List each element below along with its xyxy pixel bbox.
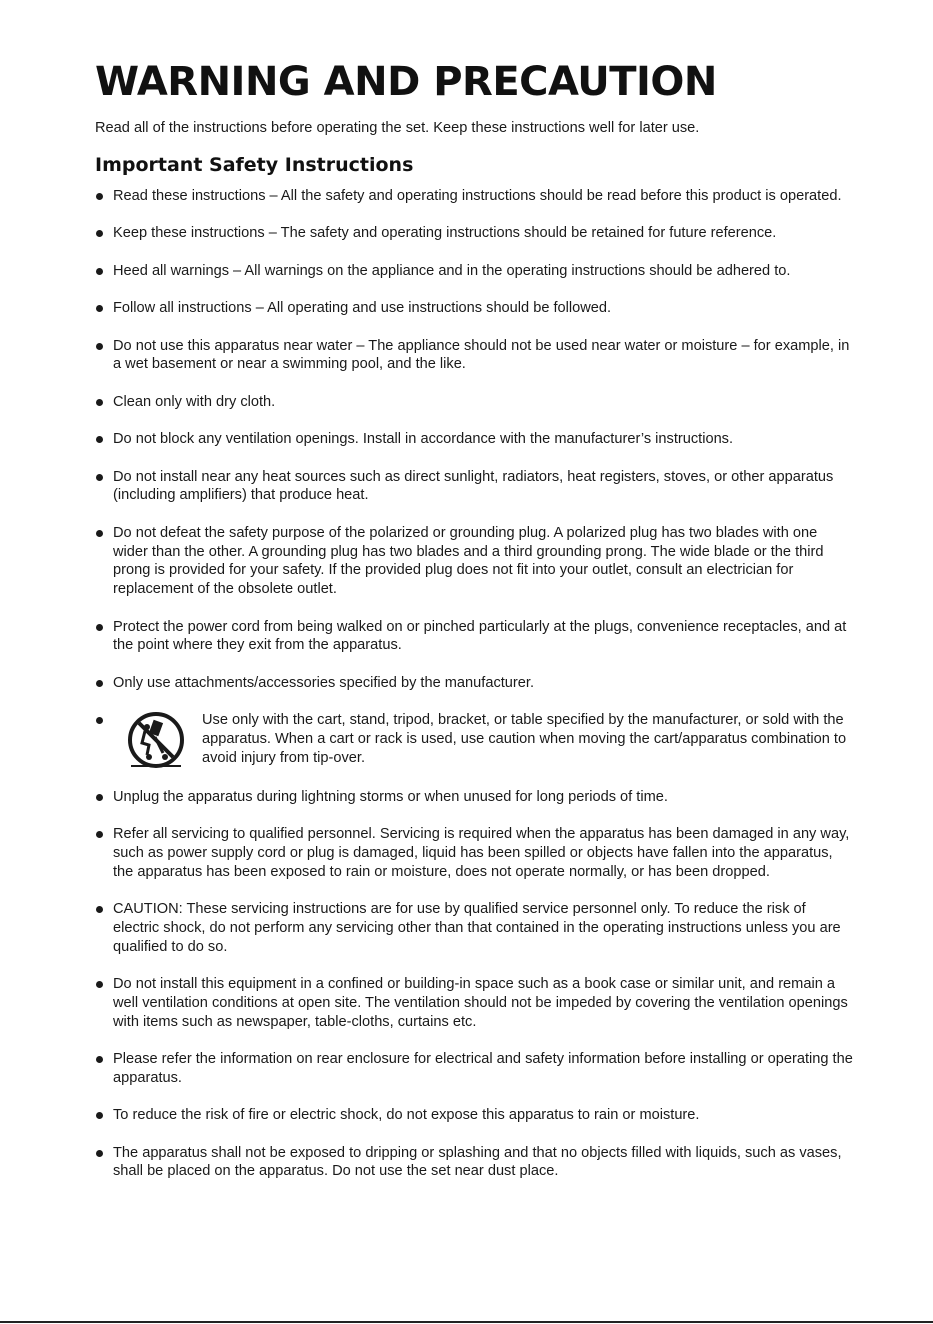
list-item [95,618,855,656]
cart-tipover-warning-icon [127,711,185,769]
bullet-icon [96,1150,103,1157]
list-item-text: Clean only with dry cloth. [113,393,276,410]
list-item-text: Heed all warnings – All warnings on the appliance and in the operating instructions should be adhered to. [113,262,791,279]
list-item [95,187,855,206]
intro-text: Read all of the instructions before operating the set. Keep these instructions well for later use. [95,120,700,136]
list-item [95,337,855,375]
list-item [95,825,855,881]
bullet-icon [96,268,103,275]
list-item [95,1050,855,1088]
page-title: WARNING AND PRECAUTION [95,59,717,105]
list-item-text: Unplug the apparatus during lightning storms or when unused for long periods of time. [113,788,668,805]
list-item-text: Only use attachments/accessories specified by the manufacturer. [113,674,534,691]
list-item-cart-warning [95,711,855,769]
list-item [95,524,855,599]
list-item-text: Do not install near any heat sources such as direct sunlight, radiators, heat registers, stoves, or other apparatus (including amplifiers) that produce heat. [113,468,834,504]
list-item-text: Do not install this equipment in a confined or building-in space such as a book case or similar unit, and remain a well ventilation conditions at open site. The ventilation should not be impeded by covering the ventilation openings with items such as newspaper, table-cloths, curtains etc. [113,976,848,1030]
section-title: Important Safety Instructions [95,154,414,176]
bullet-icon [96,474,103,481]
list-item-text: Follow all instructions – All operating and use instructions should be followed. [113,300,612,317]
list-item-text: Please refer the information on rear enclosure for electrical and safety information before installing or operating the apparatus. [113,1051,853,1086]
bullet-icon [96,831,103,838]
bullet-icon [96,399,103,406]
safety-instructions-list [95,187,855,1181]
list-item-text: The apparatus shall not be exposed to dripping or splashing and that no objects filled with liquids, such as vases, shall be placed on the apparatus. Do not use the set near dust place. [113,1144,842,1180]
bullet-icon [96,624,103,631]
list-item-text: Do not block any ventilation openings. Install in accordance with the manufacturer’s instructions. [113,431,734,448]
list-item-text: Refer all servicing to qualified personnel. Servicing is required when the apparatus has been damaged in any way, such as power supply cord or plug is damaged, liquid has been spilled or objects have fallen into the apparatus, the apparatus has been exposed to rain or moisture, does not operate normally, or has been dropped. [113,826,850,880]
document-page [95,58,855,1200]
list-item [95,788,855,807]
list-item-text: Read these instructions – All the safety and operating instructions should be read before this product is operated. [113,188,842,204]
bullet-icon [96,530,103,537]
bullet-icon [96,343,103,350]
bullet-icon [96,230,103,237]
list-item-text: Protect the power cord from being walked on or pinched particularly at the plugs, convenience receptacles, and at the point where they exit from the apparatus. [113,618,847,654]
bullet-icon [96,1112,103,1119]
list-item [95,468,855,506]
bullet-icon [96,680,103,687]
list-item [95,299,855,318]
list-item-text: Do not defeat the safety purpose of the polarized or grounding plug. A polarized plug has two blades with one wider than the other. A grounding plug has two blades and a third grounding prong. The wide blade or the third prong is provided for your safety. If the provided plug does not fit into your outlet, consult an electrician for replacement of the obsolete outlet. [113,524,824,598]
list-item [95,224,855,243]
list-item [95,430,855,449]
list-item [95,900,855,956]
list-item-text: Use only with the cart, stand, tripod, bracket, or table specified by the manufacturer, or sold with the apparatus. When a cart or rack is used, use caution when moving the cart/apparatus combination to avoid injury from tip-over. [202,712,847,766]
list-item [95,674,855,693]
list-item-text: Keep these instructions – The safety and operating instructions should be retained for future reference. [113,225,777,242]
list-item [95,975,855,1031]
list-item-text: To reduce the risk of fire or electric shock, do not expose this apparatus to rain or moisture. [113,1107,700,1124]
bullet-icon [96,717,103,724]
bullet-icon [96,193,103,200]
footer-divider [0,1321,933,1323]
list-item [95,393,855,412]
list-item [95,1144,855,1182]
bullet-icon [96,436,103,443]
list-item [95,1106,855,1125]
list-item [95,262,855,281]
bullet-icon [96,794,103,801]
bullet-icon [96,906,103,913]
bullet-icon [96,305,103,312]
bullet-icon [96,981,103,988]
list-item-text: Do not use this apparatus near water – The appliance should not be used near water or moisture – for example, in a wet basement or near a swimming pool, and the like. [113,337,850,373]
list-item-text: CAUTION: These servicing instructions are for use by qualified service personnel only. To reduce the risk of electric shock, do not perform any servicing other than that contained in the operating instructions unless you are qualified to do so. [113,901,841,955]
bullet-icon [96,1056,103,1063]
